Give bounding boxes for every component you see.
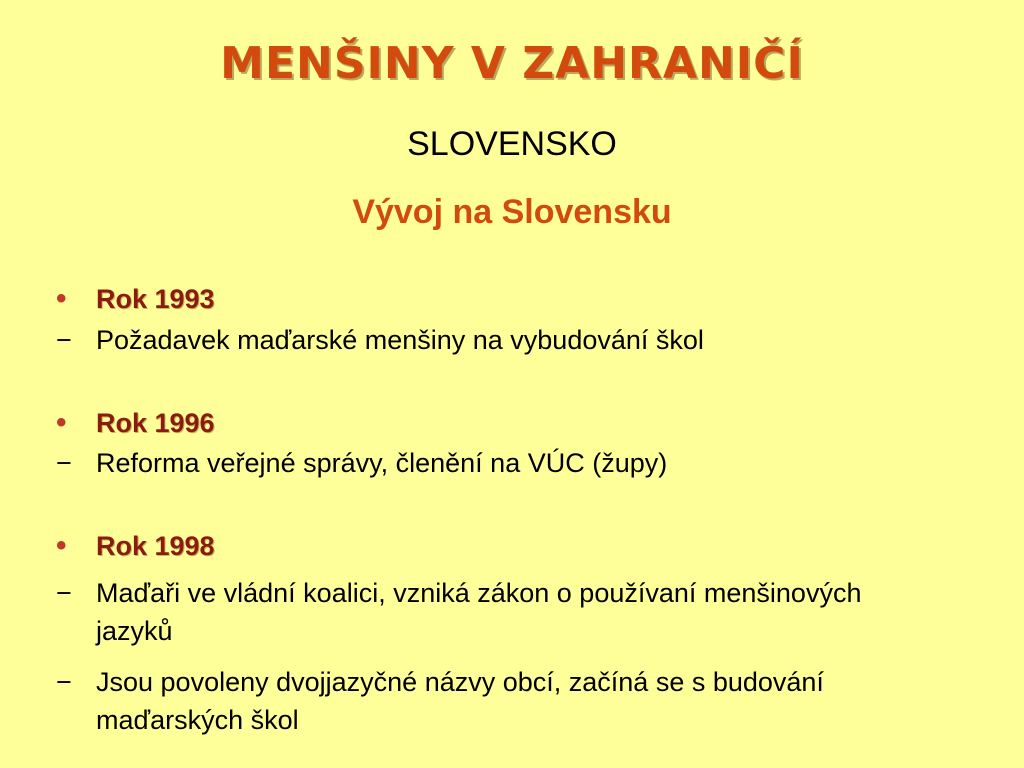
dash-icon: − xyxy=(56,325,72,355)
dash-icon: − xyxy=(56,448,72,478)
sub-point-text: Maďaři ve vládní koalici, vzniká zákon o používaní menšinových jazyků xyxy=(96,578,862,646)
bullet-item-1993 xyxy=(56,282,215,316)
bullet-dot-icon: • xyxy=(56,282,67,315)
bullet-dot-icon: • xyxy=(56,529,67,562)
sub-point xyxy=(56,444,916,482)
bullet-item-1996 xyxy=(56,406,215,440)
bullet-item-1998 xyxy=(56,529,215,563)
sub-point xyxy=(56,321,916,359)
section-title: Vývoj na Slovensku xyxy=(352,193,672,231)
dash-icon: − xyxy=(56,578,72,608)
bullet-heading: Rok 1998 xyxy=(96,531,215,561)
dash-icon: − xyxy=(56,667,72,697)
sub-point-text: Reforma veřejné správy, členění na VÚC (župy) xyxy=(96,448,668,478)
bullet-dot-icon: • xyxy=(56,406,67,439)
sub-point-text: Jsou povoleny dvojjazyčné názvy obcí, začíná se s budování maďarských škol xyxy=(96,667,824,735)
slide-title: MENŠINY V ZAHRANIČÍ xyxy=(220,38,804,89)
slide-subtitle: SLOVENSKO xyxy=(407,125,617,163)
bullet-heading: Rok 1996 xyxy=(96,408,215,438)
sub-point-text: Požadavek maďarské menšiny na vybudování škol xyxy=(96,325,704,355)
sub-point xyxy=(56,663,916,739)
sub-point xyxy=(56,574,916,650)
bullet-heading: Rok 1993 xyxy=(96,284,215,314)
